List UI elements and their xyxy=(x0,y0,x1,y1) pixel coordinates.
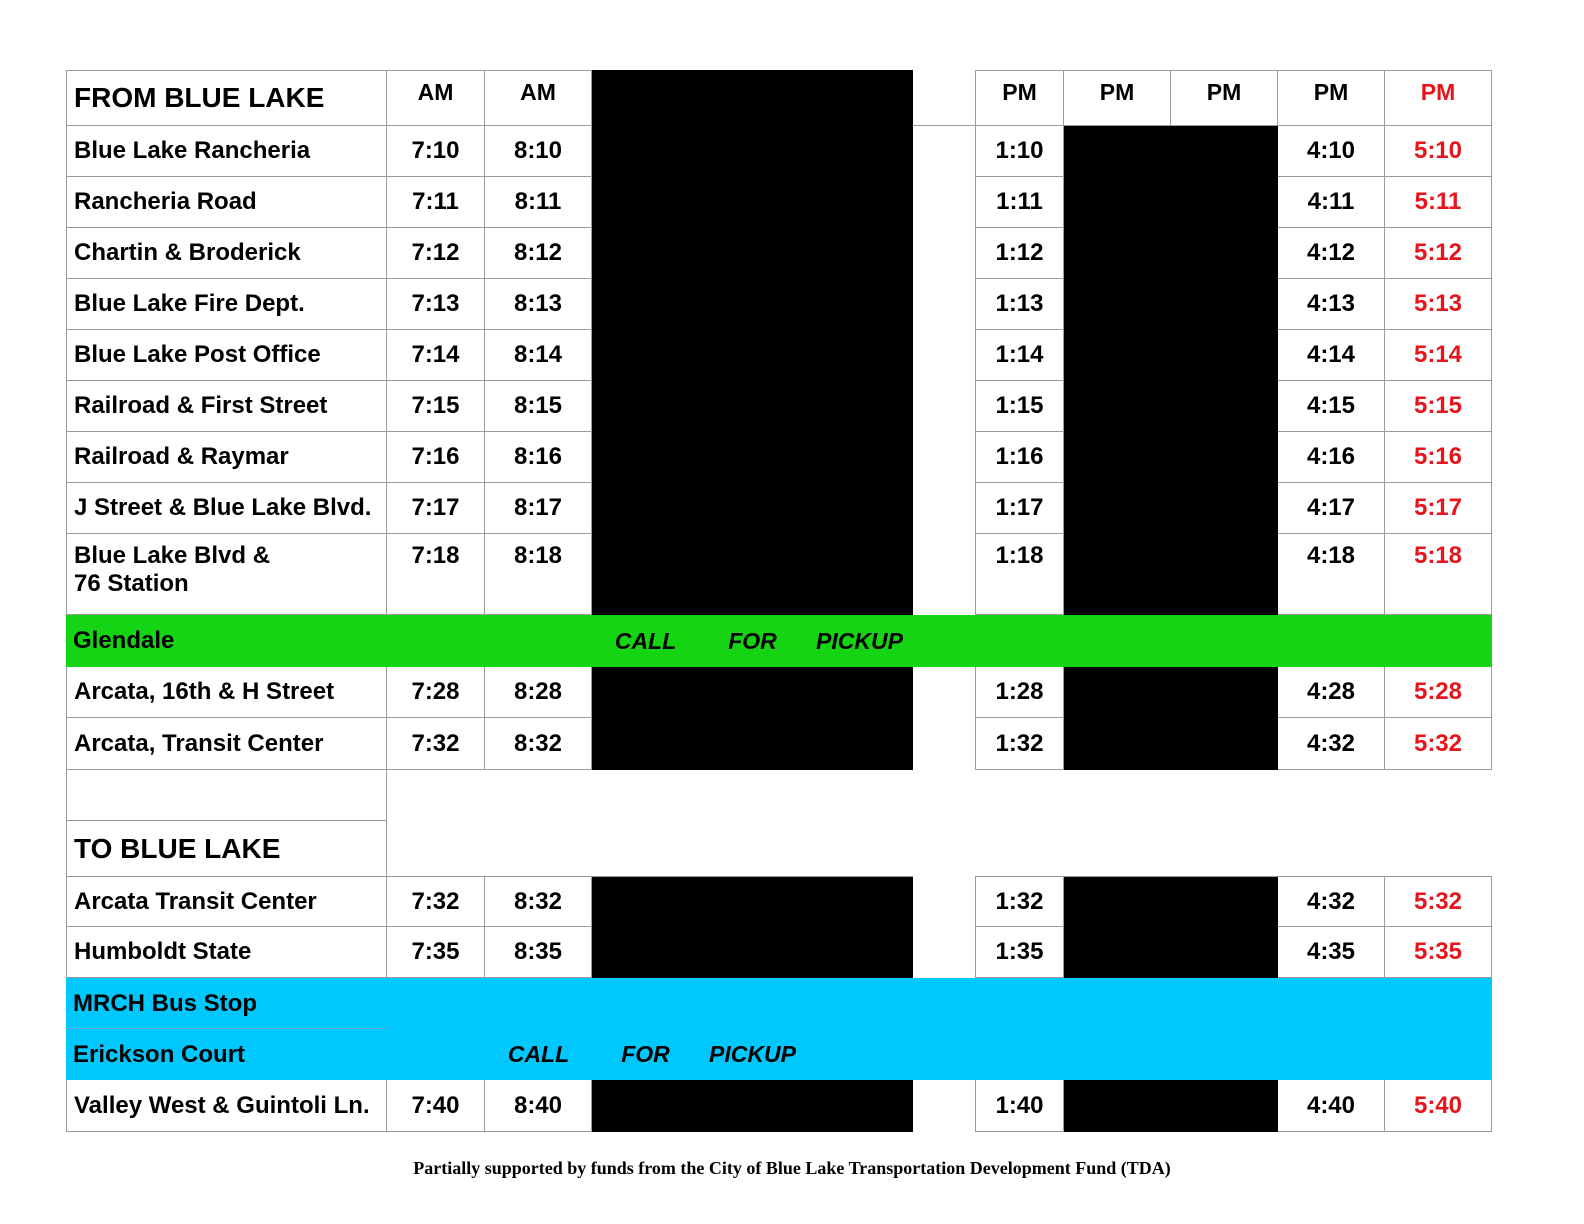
no-service-block xyxy=(1064,718,1278,770)
no-service-block xyxy=(592,432,913,483)
stop-name: Blue Lake Fire Dept. xyxy=(66,279,387,330)
no-service-block xyxy=(1064,432,1278,483)
no-service-block xyxy=(1064,177,1278,228)
divider xyxy=(913,125,975,126)
time-cell: 7:18 xyxy=(387,534,485,615)
time-cell: 8:14 xyxy=(485,330,592,381)
call-word: PICKUP xyxy=(816,627,903,654)
time-cell-last-run: 5:13 xyxy=(1385,279,1492,330)
call-word: CALL xyxy=(507,1041,570,1067)
time-cell: 1:18 xyxy=(975,534,1064,615)
no-service-block xyxy=(592,228,913,279)
time-cell: 1:40 xyxy=(975,1080,1064,1132)
time-cell: 7:35 xyxy=(387,927,485,978)
no-service-block xyxy=(592,177,913,228)
no-service-block xyxy=(1064,228,1278,279)
time-cell: 8:18 xyxy=(485,534,592,615)
time-cell: 8:12 xyxy=(485,228,592,279)
time-cell-last-run: 5:10 xyxy=(1385,126,1492,177)
divider xyxy=(387,876,913,877)
time-cell-last-run: 5:16 xyxy=(1385,432,1492,483)
time-cell: 1:13 xyxy=(975,279,1064,330)
column-header: PM xyxy=(1064,70,1171,126)
time-cell: 8:40 xyxy=(485,1080,592,1132)
divider xyxy=(975,876,1492,877)
time-cell: 1:32 xyxy=(975,718,1064,770)
column-header: PM xyxy=(1385,70,1492,126)
stop-name: Chartin & Broderick xyxy=(66,228,387,279)
stop-name: J Street & Blue Lake Blvd. xyxy=(66,483,387,534)
no-service-block xyxy=(592,279,913,330)
call-word: FOR xyxy=(728,627,777,654)
no-service-block xyxy=(1064,483,1278,534)
stop-name: Railroad & Raymar xyxy=(66,432,387,483)
no-service-block xyxy=(592,483,913,534)
time-cell: 1:28 xyxy=(975,667,1064,718)
time-cell: 8:15 xyxy=(485,381,592,432)
time-cell: 7:13 xyxy=(387,279,485,330)
time-cell: 4:28 xyxy=(1278,667,1385,718)
stop-name: Blue Lake Rancheria xyxy=(66,126,387,177)
stop-name: Valley West & Guintoli Ln. xyxy=(66,1080,387,1132)
time-cell-last-run: 5:12 xyxy=(1385,228,1492,279)
time-cell: 7:17 xyxy=(387,483,485,534)
time-cell-last-run: 5:32 xyxy=(1385,718,1492,770)
time-cell: 4:40 xyxy=(1278,1080,1385,1132)
time-cell: 7:12 xyxy=(387,228,485,279)
time-cell: 4:18 xyxy=(1278,534,1385,615)
time-cell: 4:17 xyxy=(1278,483,1385,534)
time-cell: 7:14 xyxy=(387,330,485,381)
time-cell: 8:32 xyxy=(485,718,592,770)
funding-footnote: Partially supported by funds from the City of Blue Lake Transportation Development Fund (TDA) xyxy=(413,1158,1171,1178)
time-cell: 4:32 xyxy=(1278,718,1385,770)
stop-name: Erickson Court xyxy=(73,1040,246,1068)
no-service-block xyxy=(592,927,913,978)
time-cell: 7:40 xyxy=(387,1080,485,1132)
stop-name: Rancheria Road xyxy=(66,177,387,228)
column-header: AM xyxy=(485,70,592,126)
stop-name: Railroad & First Street xyxy=(66,381,387,432)
no-service-block xyxy=(592,718,913,770)
no-service-block xyxy=(592,126,913,177)
time-cell-last-run: 5:17 xyxy=(1385,483,1492,534)
time-cell: 1:14 xyxy=(975,330,1064,381)
no-service-block xyxy=(1064,667,1278,718)
no-service-block xyxy=(1064,534,1278,615)
stop-name: Blue Lake Post Office xyxy=(66,330,387,381)
time-cell: 4:35 xyxy=(1278,927,1385,978)
time-cell: 8:11 xyxy=(485,177,592,228)
time-cell: 4:32 xyxy=(1278,877,1385,927)
stop-name: Arcata, 16th & H Street xyxy=(66,667,387,718)
no-service-block xyxy=(1064,381,1278,432)
time-cell: 7:16 xyxy=(387,432,485,483)
time-cell: 4:11 xyxy=(1278,177,1385,228)
call-word: FOR xyxy=(621,1041,670,1067)
time-cell: 7:10 xyxy=(387,126,485,177)
time-cell: 8:35 xyxy=(485,927,592,978)
time-cell-last-run: 5:14 xyxy=(1385,330,1492,381)
time-cell: 7:15 xyxy=(387,381,485,432)
no-service-block xyxy=(1064,1080,1278,1132)
from-blue-lake-title: FROM BLUE LAKE xyxy=(66,70,387,126)
no-service-block xyxy=(592,534,913,615)
time-cell: 8:32 xyxy=(485,877,592,927)
time-cell: 8:13 xyxy=(485,279,592,330)
time-cell: 4:12 xyxy=(1278,228,1385,279)
no-service-block xyxy=(592,877,913,927)
no-service-block xyxy=(1064,126,1278,177)
spacer-cell xyxy=(66,770,387,821)
divider xyxy=(66,1028,387,1029)
time-cell: 1:15 xyxy=(975,381,1064,432)
stop-name: Blue Lake Blvd & 76 Station xyxy=(66,534,387,615)
no-service-block xyxy=(1064,927,1278,978)
time-cell: 4:14 xyxy=(1278,330,1385,381)
time-cell: 4:13 xyxy=(1278,279,1385,330)
time-cell-last-run: 5:32 xyxy=(1385,877,1492,927)
time-cell: 7:11 xyxy=(387,177,485,228)
column-header: PM xyxy=(975,70,1064,126)
time-cell: 1:35 xyxy=(975,927,1064,978)
time-cell: 8:16 xyxy=(485,432,592,483)
time-cell: 4:15 xyxy=(1278,381,1385,432)
time-cell: 8:10 xyxy=(485,126,592,177)
no-service-block xyxy=(1064,330,1278,381)
stop-name: Arcata Transit Center xyxy=(66,877,387,927)
no-service-block xyxy=(592,667,913,718)
time-cell: 1:11 xyxy=(975,177,1064,228)
time-cell: 4:10 xyxy=(1278,126,1385,177)
stop-name: MRCH Bus Stop xyxy=(73,989,257,1017)
time-cell: 1:12 xyxy=(975,228,1064,279)
time-cell: 8:17 xyxy=(485,483,592,534)
time-cell-last-run: 5:18 xyxy=(1385,534,1492,615)
time-cell: 7:32 xyxy=(387,718,485,770)
column-header: PM xyxy=(1171,70,1278,126)
no-service-block xyxy=(592,381,913,432)
time-cell: 7:32 xyxy=(387,877,485,927)
call-word: PICKUP xyxy=(709,1041,796,1067)
time-cell-last-run: 5:35 xyxy=(1385,927,1492,978)
stop-name: Glendale xyxy=(73,627,175,654)
time-cell: 1:10 xyxy=(975,126,1064,177)
time-cell: 1:16 xyxy=(975,432,1064,483)
time-cell-last-run: 5:15 xyxy=(1385,381,1492,432)
stop-name: Humboldt State xyxy=(66,927,387,978)
time-cell: 1:32 xyxy=(975,877,1064,927)
stop-name: Arcata, Transit Center xyxy=(66,718,387,770)
time-cell-last-run: 5:28 xyxy=(1385,667,1492,718)
time-cell: 7:28 xyxy=(387,667,485,718)
no-service-block xyxy=(592,1080,913,1132)
time-cell-last-run: 5:11 xyxy=(1385,177,1492,228)
time-cell-last-run: 5:40 xyxy=(1385,1080,1492,1132)
to-blue-lake-title: TO BLUE LAKE xyxy=(66,821,387,877)
no-service-block xyxy=(1064,279,1278,330)
time-cell: 4:16 xyxy=(1278,432,1385,483)
column-header: AM xyxy=(387,70,485,126)
no-service-block xyxy=(592,70,913,126)
column-header: PM xyxy=(1278,70,1385,126)
no-service-block xyxy=(592,330,913,381)
no-service-block xyxy=(1064,877,1278,927)
call-word: CALL xyxy=(614,627,677,654)
time-cell: 8:28 xyxy=(485,667,592,718)
time-cell: 1:17 xyxy=(975,483,1064,534)
